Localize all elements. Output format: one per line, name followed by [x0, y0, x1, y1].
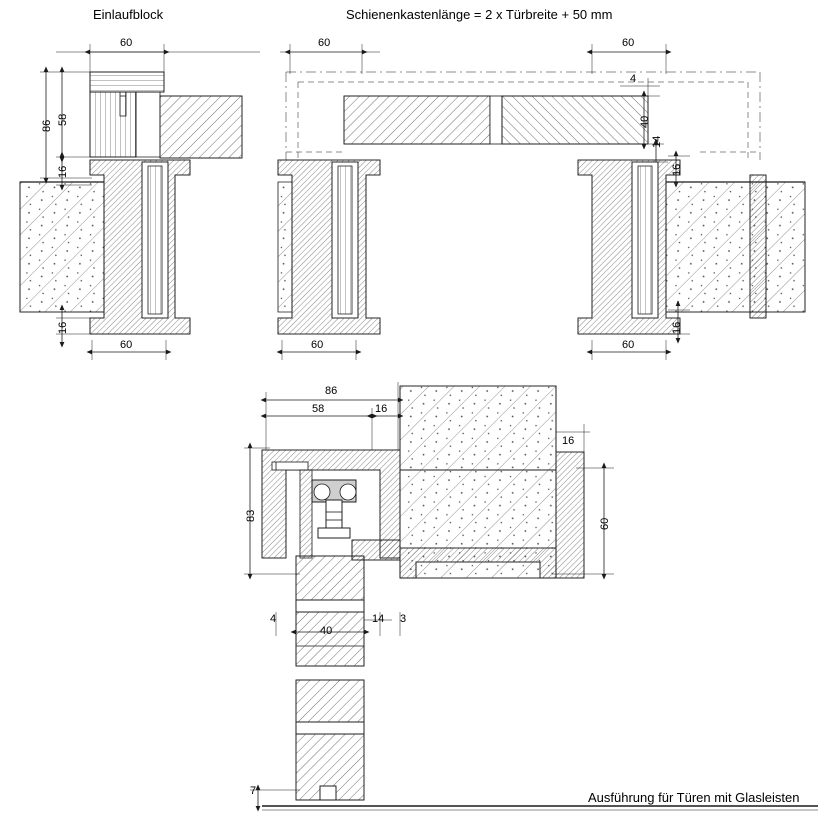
- dim-bv-60: 60: [599, 517, 611, 530]
- dim-bv-right-16: 16: [562, 435, 575, 447]
- bottom-section-assembly: [244, 382, 818, 810]
- dim-tr-top-width: 60: [622, 37, 635, 49]
- dim-tc-bottom-width: 60: [311, 339, 324, 351]
- dim-bv-door-40: 40: [320, 625, 333, 637]
- title-schienenkastenlaenge: Schienenkastenlänge = 2 x Türbreite + 50 mm: [346, 7, 613, 22]
- dim-tr-bottom-16: 16: [671, 321, 683, 334]
- dim-tr-rail-thickness: 4: [630, 73, 637, 85]
- dim-bv-83: 83: [245, 509, 257, 522]
- top-left-assembly: [20, 44, 260, 360]
- top-right-assembly: [578, 44, 805, 360]
- dim-tl-top-width: 60: [120, 37, 133, 49]
- dim-bv-floor-7: 7: [250, 785, 257, 797]
- dim-tl-lower-offset: 16: [57, 165, 69, 178]
- dim-tr-side-16: 16: [671, 163, 683, 176]
- dim-bv-door-3: 3: [400, 613, 407, 625]
- title-ausfuehrung-glasleisten: Ausführung für Türen mit Glasleisten: [588, 790, 800, 805]
- dim-tl-bottom-16: 16: [57, 321, 69, 334]
- dim-tl-total-height: 86: [41, 119, 53, 132]
- dim-tr-rail-height: 40: [639, 115, 651, 128]
- dim-tl-bottom-width: 60: [120, 339, 133, 351]
- dim-bv-86: 86: [325, 385, 338, 397]
- dim-tr-bottom-width: 60: [622, 339, 635, 351]
- dim-tl-inner-height: 58: [57, 113, 69, 126]
- title-einlaufblock: Einlaufblock: [93, 7, 164, 22]
- dim-tr-rail-offset: 14: [651, 135, 663, 148]
- dim-bv-door-4: 4: [270, 613, 277, 625]
- dim-bv-58: 58: [312, 403, 325, 415]
- dim-bv-door-14: 14: [372, 613, 385, 625]
- dim-bv-16: 16: [375, 403, 388, 415]
- dim-tc-top-width: 60: [318, 37, 331, 49]
